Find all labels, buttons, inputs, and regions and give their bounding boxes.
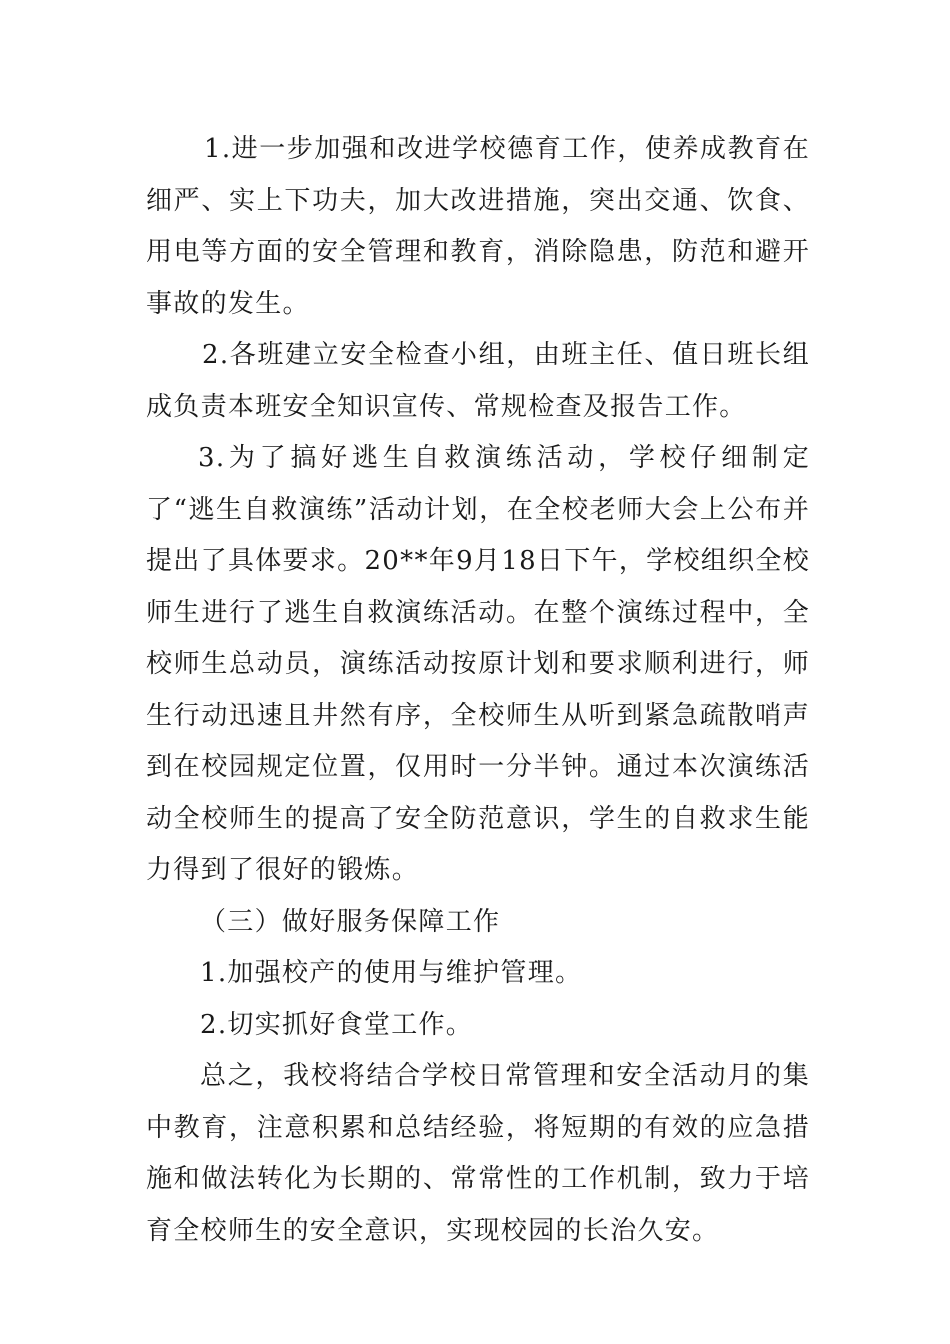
paragraph-evacuation-drill: 3.为了搞好逃生自救演练活动，学校仔细制定了“逃生自救演练”活动计划，在全校老师大会上公布并提出了具体要求。20**年9月18日下午，学校组织全校师生进行了逃生自救演练活动。在整个演练过程中，全校师生总动员，演练活动按原计划和要求顺利进行，师生行动迅速且井然有序，全校师生从听到紧急疏散哨声到在校园规定位置，仅用时一分半钟。通过本次演练活动全校师生的提高了安全防范意识，学生的自救求生能力得到了很好的锻炼。 (146, 443, 810, 885)
paragraph-canteen: 2.切实抓好食堂工作。 (200, 1009, 474, 1040)
paragraph-moral-education: 1.进一步加强和改进学校德育工作，使养成教育在细严、实上下功夫，加大改进措施，突出交通、饮食、用电等方面的安全管理和教育，消除隐患，防范和避开事故的发生。 (146, 134, 810, 319)
document-page (146, 124, 810, 1257)
paragraph-class-safety-group: 2.各班建立安全检查小组，由班主任、值日班长组成负责本班安全知识宣传、常规检查及报告工作。 (146, 340, 810, 422)
paragraph-school-property: 1.加强校产的使用与维护管理。 (200, 958, 583, 988)
section-heading-service-support: （三）做好服务保障工作 (200, 906, 501, 937)
paragraph-conclusion: 总之，我校将结合学校日常管理和安全活动月的集中教育，注意积累和总结经验，将短期的有效的应急措施和做法转化为长期的、常常性的工作机制，致力于培育全校师生的安全意识，实现校园的长治久安。 (146, 1061, 810, 1246)
